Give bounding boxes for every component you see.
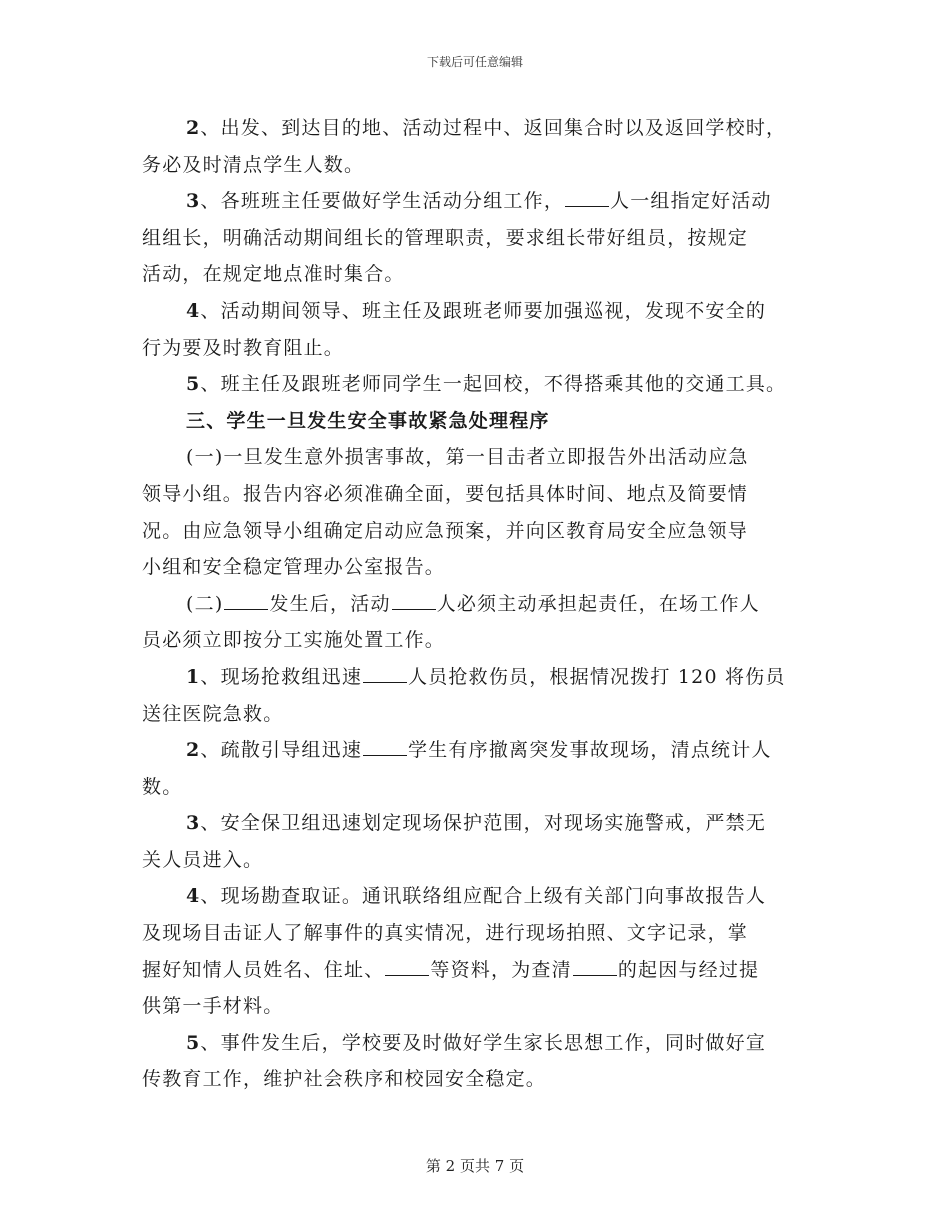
item-number: 5	[186, 373, 201, 396]
paragraph-line: 数。	[142, 775, 183, 798]
paragraph-line	[142, 183, 812, 220]
paragraph-line: 传教育工作，维护社会秩序和校园安全稳定。	[142, 1068, 547, 1091]
line-text: 学生有序撤离突发事故现场，清点统计人	[408, 739, 772, 762]
item-number: 2	[186, 117, 201, 139]
line-text: 握好知情人员姓名、住址、	[142, 958, 385, 981]
fill-blank	[363, 737, 407, 756]
page-header: 下载后可任意编辑	[426, 55, 523, 69]
line-text: (二)	[186, 592, 224, 615]
paragraph-line	[142, 366, 812, 403]
page-footer: 第 2 页共 7 页	[425, 1157, 525, 1175]
paragraph-line	[142, 586, 812, 623]
item-number: 3	[186, 190, 201, 213]
line-text: 人必须主动承担起责任，在场工作人	[436, 592, 760, 615]
line-text: 、事件发生后，学校要及时做好学生家长思想工作，同时做好宣	[200, 1031, 767, 1054]
fill-blank	[392, 591, 436, 610]
paragraph-line: 况。由应急领导小组确定启动应急预案，并向区教育局安全应急领导	[142, 519, 749, 542]
paragraph-line: (一)一旦发生意外损害事故，第一目击者立即报告外出活动应急	[186, 446, 749, 469]
line-text: 、疏散引导组迅速	[200, 739, 363, 762]
line-text: 的起因与经过提	[617, 958, 760, 981]
paragraph-line	[142, 293, 812, 330]
item-number: 2	[186, 739, 201, 762]
paragraph-line	[142, 952, 812, 989]
fill-blank	[385, 957, 429, 976]
line-text: 人员抢救伤员，根据情况拨打 120 将伤员	[408, 665, 786, 688]
paragraph-line: 员必须立即按分工实施处置工作。	[142, 629, 446, 652]
fill-blank	[224, 591, 268, 610]
paragraph-line	[142, 805, 812, 842]
item-number: 1	[186, 665, 201, 688]
paragraph-line: 务必及时清点学生人数。	[142, 153, 365, 176]
paragraph-line	[142, 1025, 812, 1062]
fill-blank	[363, 664, 407, 683]
paragraph-line: 供第一手材料。	[142, 995, 284, 1018]
paragraph-line	[142, 110, 812, 147]
paragraph-line	[142, 878, 812, 915]
item-number: 4	[186, 885, 201, 908]
item-number: 3	[186, 812, 201, 835]
paragraph-line: 小组和安全稳定管理办公室报告。	[142, 556, 446, 579]
fill-blank	[565, 188, 609, 207]
paragraph-line: 组组长，明确活动期间组长的管理职责，要求组长带好组员，按规定	[142, 226, 749, 249]
line-text: 等资料，为查清	[430, 958, 572, 981]
line-text: 、安全保卫组迅速划定现场保护范围，对现场实施警戒，严禁无	[200, 812, 767, 835]
paragraph-line: 及现场目击证人了解事件的真实情况，进行现场拍照、文字记录，掌	[142, 922, 749, 945]
line-text: 、各班班主任要做好学生活动分组工作，	[200, 190, 565, 213]
paragraph-line: 行为要及时教育阻止。	[142, 336, 345, 359]
paragraph-line	[142, 659, 812, 696]
paragraph-line: 送往医院急救。	[142, 702, 284, 725]
line-text: 发生后，活动	[269, 592, 391, 615]
line-text: 人一组指定好活动	[610, 190, 772, 213]
item-number: 4	[186, 299, 201, 322]
paragraph-line: 活动，在规定地点准时集合。	[142, 263, 405, 286]
line-text: 、现场勘查取证。通讯联络组应配合上级有关部门向事故报告人	[200, 885, 767, 908]
line-text: 、活动期间领导、班主任及跟班老师要加强巡视，发现不安全的	[200, 299, 767, 322]
paragraph-line	[142, 732, 812, 769]
fill-blank	[573, 957, 617, 976]
document-body	[142, 110, 812, 1098]
section-heading: 三、学生一旦发生安全事故紧急处理程序	[186, 409, 550, 432]
line-text: 、班主任及跟班老师同学生一起回校，不得搭乘其他的交通工具。	[200, 373, 787, 396]
paragraph-line: 关人员进入。	[142, 848, 264, 871]
line-text: 、现场抢救组迅速	[200, 665, 363, 688]
paragraph-line: 领导小组。报告内容必须准确全面，要包括具体时间、地点及简要情	[142, 482, 749, 505]
item-number: 5	[186, 1031, 201, 1054]
line-text: 、出发、到达目的地、活动过程中、返回集合时以及返回学校时，	[200, 117, 787, 139]
